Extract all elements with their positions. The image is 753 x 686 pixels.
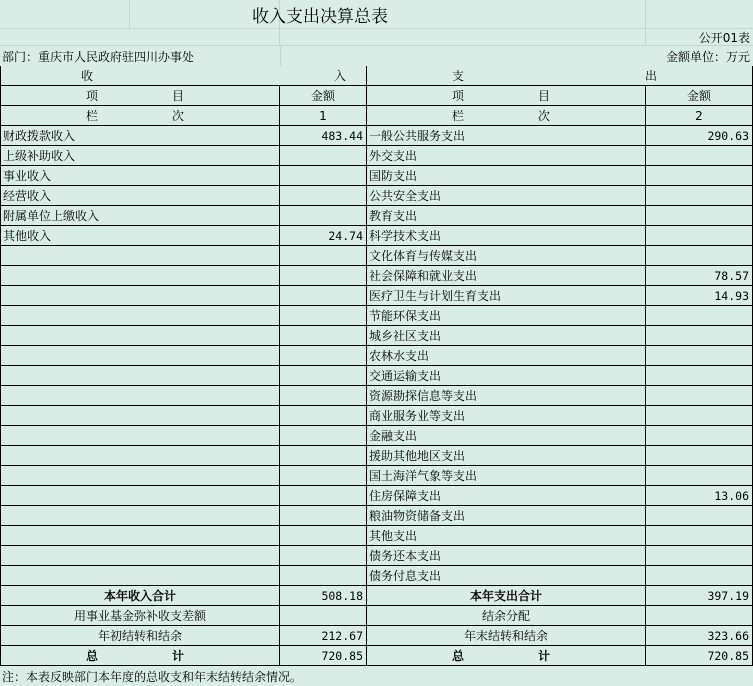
table-row xyxy=(0,466,753,486)
form-number: 公开01表 xyxy=(698,30,750,45)
section-header-row xyxy=(0,66,753,86)
table-row xyxy=(0,546,753,566)
total-income-amount: 720.85 xyxy=(280,646,367,666)
table-row xyxy=(0,226,753,246)
summary-expense-label: 结余分配 xyxy=(367,606,646,626)
expense-item-label: 援助其他地区支出 xyxy=(367,446,646,466)
expense-item-label: 科学技术支出 xyxy=(367,226,646,246)
expense-item-label: 医疗卫生与计划生育支出 xyxy=(367,286,646,306)
income-item-header-part-1: 项 xyxy=(86,89,99,103)
table-row xyxy=(0,326,753,346)
income-item-amount xyxy=(280,166,367,186)
income-item-amount xyxy=(280,566,367,586)
form-number-row xyxy=(0,29,753,46)
expense-item-amount xyxy=(646,366,753,386)
table-row xyxy=(0,566,753,586)
expense-item-amount xyxy=(646,186,753,206)
income-item-amount xyxy=(280,386,367,406)
income-item-amount xyxy=(280,366,367,386)
expense-item-amount: 78.57 xyxy=(646,266,753,286)
title-row xyxy=(0,0,753,29)
summary-income-label: 年初结转和结余 xyxy=(0,626,280,646)
income-lane-label-part-2: 次 xyxy=(171,109,184,123)
income-item-label xyxy=(0,486,280,506)
income-item-amount xyxy=(280,406,367,426)
income-item-amount xyxy=(280,186,367,206)
expense-item-header-part-2: 目 xyxy=(537,89,550,103)
table-row xyxy=(0,166,753,186)
expense-item-amount: 13.06 xyxy=(646,486,753,506)
expense-item-amount xyxy=(646,526,753,546)
income-item-label xyxy=(0,426,280,446)
total-expense-label-part-2: 计 xyxy=(537,649,550,663)
income-item-label xyxy=(0,526,280,546)
summary-income-label: 本年收入合计 xyxy=(0,586,280,606)
total-income-label-part-1: 总 xyxy=(86,649,99,663)
expense-item-label: 农林水支出 xyxy=(367,346,646,366)
income-item-header-part-2: 目 xyxy=(171,89,184,103)
expense-item-amount: 290.63 xyxy=(646,126,753,146)
expense-item-amount xyxy=(646,566,753,586)
expense-item-amount xyxy=(646,406,753,426)
total-income-label xyxy=(0,646,280,666)
summary-row xyxy=(0,586,753,606)
table-row xyxy=(0,146,753,166)
summary-expense-amount: 323.66 xyxy=(646,626,753,646)
department-label: 部门：重庆市人民政府驻四川办事处 xyxy=(2,49,195,64)
table-row xyxy=(0,426,753,446)
table-row xyxy=(0,346,753,366)
income-item-label xyxy=(0,306,280,326)
income-lane-label xyxy=(0,106,280,126)
expense-section-header-part-1: 支 xyxy=(452,69,465,83)
income-item-label xyxy=(0,326,280,346)
expense-item-label: 社会保障和就业支出 xyxy=(367,266,646,286)
expense-amount-header: 金额 xyxy=(646,86,753,106)
table-row xyxy=(0,246,753,266)
expense-item-amount xyxy=(646,346,753,366)
expense-item-amount xyxy=(646,386,753,406)
income-item-label: 附属单位上缴收入 xyxy=(0,206,280,226)
amount-unit: 金额单位：万元 xyxy=(665,49,750,64)
total-expense-label xyxy=(367,646,646,666)
table-row xyxy=(0,386,753,406)
table-row xyxy=(0,206,753,226)
income-item-amount xyxy=(280,346,367,366)
table-row xyxy=(0,286,753,306)
expense-item-label: 教育支出 xyxy=(367,206,646,226)
income-section-header-part-2: 入 xyxy=(333,69,346,83)
summary-income-amount: 212.67 xyxy=(280,626,367,646)
income-item-amount xyxy=(280,246,367,266)
summary-income-label: 用事业基金弥补收支差额 xyxy=(0,606,280,626)
expense-lane-label-part-1: 栏 xyxy=(452,109,465,123)
table-row xyxy=(0,446,753,466)
column-header-row xyxy=(0,86,753,106)
expense-item-amount xyxy=(646,466,753,486)
income-item-header xyxy=(0,86,280,106)
expense-section-header-part-2: 出 xyxy=(644,69,657,83)
income-item-amount xyxy=(280,446,367,466)
income-item-amount xyxy=(280,286,367,306)
total-expense-label-part-1: 总 xyxy=(452,649,465,663)
expense-item-amount xyxy=(646,326,753,346)
expense-item-label: 一般公共服务支出 xyxy=(367,126,646,146)
expense-item-amount xyxy=(646,166,753,186)
expense-item-amount xyxy=(646,506,753,526)
expense-item-label: 国土海洋气象等支出 xyxy=(367,466,646,486)
income-item-label xyxy=(0,546,280,566)
expense-item-amount xyxy=(646,426,753,446)
expense-item-amount xyxy=(646,226,753,246)
table-row xyxy=(0,266,753,286)
expense-item-amount xyxy=(646,306,753,326)
income-amount-header: 金额 xyxy=(280,86,367,106)
income-item-label: 经营收入 xyxy=(0,186,280,206)
income-item-amount xyxy=(280,426,367,446)
summary-expense-amount: 397.19 xyxy=(646,586,753,606)
expense-item-amount xyxy=(646,246,753,266)
expense-item-label: 公共安全支出 xyxy=(367,186,646,206)
income-item-label xyxy=(0,286,280,306)
summary-expense-label: 本年支出合计 xyxy=(367,586,646,606)
income-item-amount xyxy=(280,206,367,226)
income-item-amount xyxy=(280,306,367,326)
income-item-amount xyxy=(280,546,367,566)
expense-lane-number: 2 xyxy=(646,106,753,126)
income-section-header-part-1: 收 xyxy=(81,69,94,83)
income-item-label: 财政拨款收入 xyxy=(0,126,280,146)
expense-item-amount xyxy=(646,206,753,226)
table-row xyxy=(0,506,753,526)
income-lane-label-part-1: 栏 xyxy=(86,109,99,123)
summary-income-amount: 508.18 xyxy=(280,586,367,606)
table-row xyxy=(0,366,753,386)
income-section-header xyxy=(0,66,367,86)
income-item-label xyxy=(0,266,280,286)
expense-item-amount xyxy=(646,146,753,166)
income-item-amount: 24.74 xyxy=(280,226,367,246)
expense-section-header xyxy=(367,66,753,86)
income-item-amount xyxy=(280,526,367,546)
expense-item-label: 其他支出 xyxy=(367,526,646,546)
expense-item-label: 住房保障支出 xyxy=(367,486,646,506)
income-item-label xyxy=(0,466,280,486)
note-row xyxy=(0,666,753,686)
expense-item-label: 债务付息支出 xyxy=(367,566,646,586)
total-row xyxy=(0,646,753,666)
total-income-label-part-2: 计 xyxy=(171,649,184,663)
income-item-label xyxy=(0,446,280,466)
expense-item-label: 城乡社区支出 xyxy=(367,326,646,346)
expense-item-amount: 14.93 xyxy=(646,286,753,306)
income-item-label: 事业收入 xyxy=(0,166,280,186)
expense-item-label: 外交支出 xyxy=(367,146,646,166)
income-item-label xyxy=(0,346,280,366)
expense-item-label: 交通运输支出 xyxy=(367,366,646,386)
summary-row xyxy=(0,626,753,646)
expense-item-label: 国防支出 xyxy=(367,166,646,186)
income-item-amount: 483.44 xyxy=(280,126,367,146)
lane-row xyxy=(0,106,753,126)
expense-item-amount xyxy=(646,546,753,566)
income-lane-number: 1 xyxy=(280,106,367,126)
summary-row xyxy=(0,606,753,626)
income-item-amount xyxy=(280,266,367,286)
department-row xyxy=(0,46,753,66)
table-row xyxy=(0,406,753,426)
total-expense-amount: 720.85 xyxy=(646,646,753,666)
income-item-label: 其他收入 xyxy=(0,226,280,246)
income-item-label xyxy=(0,386,280,406)
expense-item-label: 金融支出 xyxy=(367,426,646,446)
expense-lane-label xyxy=(367,106,646,126)
expense-item-label: 债务还本支出 xyxy=(367,546,646,566)
income-item-label xyxy=(0,246,280,266)
expense-item-label: 节能环保支出 xyxy=(367,306,646,326)
page-title: 收入支出决算总表 xyxy=(252,6,388,27)
expense-item-label: 商业服务业等支出 xyxy=(367,406,646,426)
income-item-amount xyxy=(280,146,367,166)
income-item-amount xyxy=(280,506,367,526)
table-row xyxy=(0,486,753,506)
income-item-label xyxy=(0,366,280,386)
table-row xyxy=(0,306,753,326)
income-item-label: 上级补助收入 xyxy=(0,146,280,166)
summary-expense-amount xyxy=(646,606,753,626)
table-row xyxy=(0,186,753,206)
expense-item-header xyxy=(367,86,646,106)
income-item-amount xyxy=(280,466,367,486)
expense-lane-label-part-2: 次 xyxy=(537,109,550,123)
expense-item-header-part-1: 项 xyxy=(452,89,465,103)
footnote: 注：本表反映部门本年度的总收支和年末结转结余情况。 xyxy=(2,669,303,684)
income-item-label xyxy=(0,566,280,586)
summary-expense-label: 年末结转和结余 xyxy=(367,626,646,646)
income-item-label xyxy=(0,506,280,526)
table-row xyxy=(0,526,753,546)
income-item-amount xyxy=(280,486,367,506)
summary-income-amount xyxy=(280,606,367,626)
expense-item-amount xyxy=(646,446,753,466)
expense-item-label: 资源勘探信息等支出 xyxy=(367,386,646,406)
income-item-amount xyxy=(280,326,367,346)
table-row xyxy=(0,126,753,146)
expense-item-label: 文化体育与传媒支出 xyxy=(367,246,646,266)
income-item-label xyxy=(0,406,280,426)
expense-item-label: 粮油物资储备支出 xyxy=(367,506,646,526)
